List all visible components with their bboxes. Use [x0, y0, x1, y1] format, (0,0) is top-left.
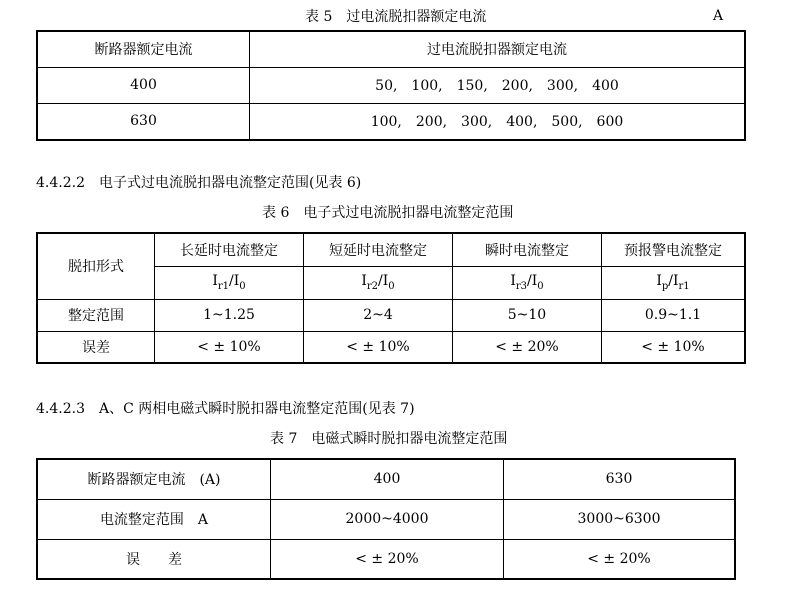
table-cell: 1~1.25 — [155, 299, 304, 331]
table-cell: 2~4 — [304, 299, 453, 331]
table-row — [37, 539, 735, 579]
table6-col-long-delay: 长延时电流整定 — [155, 233, 304, 266]
table-cell: < ± 10% — [155, 331, 304, 363]
table-row — [37, 459, 735, 499]
table7-error-label: 误 差 — [37, 539, 271, 579]
table6-error-label: 误差 — [37, 331, 155, 363]
table5-header-breaker: 断路器额定电流 — [37, 31, 250, 67]
section-heading-4422: 4.4.2.2 电子式过电流脱扣器电流整定范围(见表 6) — [36, 175, 362, 191]
table-cell: 50, 100, 150, 200, 300, 400 — [250, 67, 746, 103]
table7-range-label: 电流整定范围 A — [37, 499, 271, 539]
table6-ratio: $I_{r2}/I_0$ — [304, 266, 453, 299]
table-cell: < ± 20% — [504, 539, 736, 579]
table6-range-label: 整定范围 — [37, 299, 155, 331]
table5-header-trip: 过电流脱扣器额定电流 — [250, 31, 746, 67]
table-cell: 0.9~1.1 — [602, 299, 746, 331]
table-row — [37, 103, 745, 140]
table-row — [37, 499, 735, 539]
table5-unit: A — [713, 8, 724, 24]
table5 — [36, 30, 746, 141]
table-row — [37, 299, 745, 331]
table6-col-prealarm: 预报警电流整定 — [602, 233, 746, 266]
table-row — [37, 31, 745, 67]
table7 — [36, 458, 736, 580]
table-row — [37, 67, 745, 103]
table7-header-label: 断路器额定电流 (A) — [37, 459, 271, 499]
section-heading-4423: 4.4.2.3 A、C 两相电磁式瞬时脱扣器电流整定范围(见表 7) — [36, 401, 415, 417]
table-cell: 400 — [37, 67, 250, 103]
table6-ratio: $I_p/I_{r1}$ — [602, 266, 746, 299]
table6-caption: 表 6 电子式过电流脱扣器电流整定范围 — [262, 205, 514, 221]
table-cell: < ± 20% — [271, 539, 504, 579]
table6-ratio: $I_{r1}/I_0$ — [155, 266, 304, 299]
table6 — [36, 232, 746, 364]
table-row — [37, 331, 745, 363]
table-cell: 5~10 — [453, 299, 602, 331]
table-cell: 630 — [504, 459, 736, 499]
table-row — [37, 233, 745, 266]
table-cell: < ± 20% — [453, 331, 602, 363]
table-cell: < ± 10% — [602, 331, 746, 363]
table-cell: 3000~6300 — [504, 499, 736, 539]
table6-row-header: 脱扣形式 — [37, 233, 155, 299]
table7-caption: 表 7 电磁式瞬时脱扣器电流整定范围 — [270, 431, 508, 447]
table5-caption: 表 5 过电流脱扣器额定电流 — [305, 9, 487, 25]
table6-col-short-delay: 短延时电流整定 — [304, 233, 453, 266]
table-cell: 2000~4000 — [271, 499, 504, 539]
table6-ratio: $I_{r3}/I_0$ — [453, 266, 602, 299]
table-cell: 400 — [271, 459, 504, 499]
table-cell: 630 — [37, 103, 250, 140]
table-cell: 100, 200, 300, 400, 500, 600 — [250, 103, 746, 140]
table-cell: < ± 10% — [304, 331, 453, 363]
table6-col-instant: 瞬时电流整定 — [453, 233, 602, 266]
